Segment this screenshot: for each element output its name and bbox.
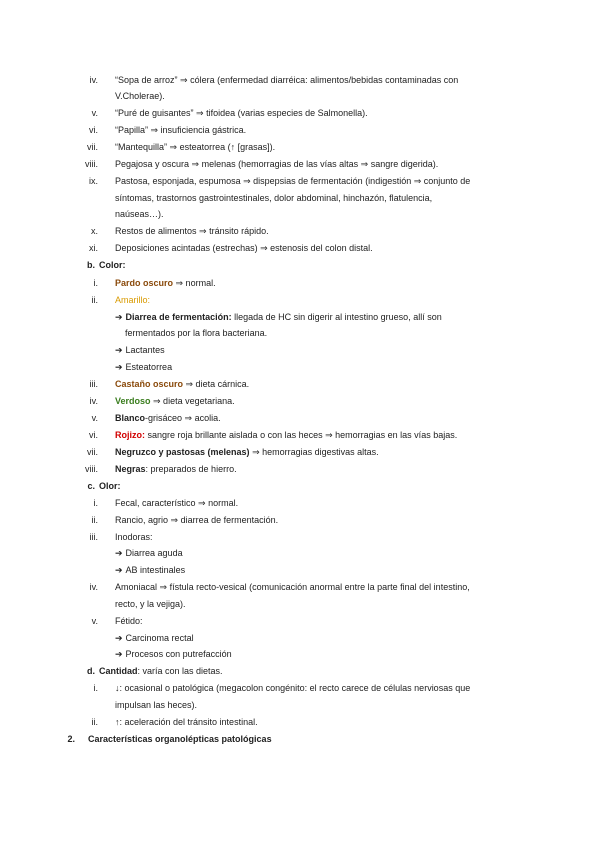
list-item: vii. Negruzco y pastosas (melenas) ⇒ hemorragias digestivas altas. — [87, 447, 379, 457]
list-item: vi. Rojizo: sangre roja brillante aislada o con las heces ⇒ hemorragias en las vías bajas. — [89, 430, 458, 440]
list-item: i. ↓: ocasional o patológica (megacolon congénito: el recto carece de células nerviosas que — [93, 683, 471, 693]
list-item: vi. “Papilla” ⇒ insuficiencia gástrica. — [89, 125, 247, 135]
list-item: ii. ↑: aceleración del tránsito intestinal. — [91, 717, 258, 727]
sub-item: ➔ Procesos con putrefacción — [115, 649, 232, 659]
list-item-continuation: recto, y la vejiga). — [115, 599, 186, 609]
list-item: iv. Verdoso ⇒ dieta vegetariana. — [89, 396, 235, 406]
section-heading-cantidad: d. Cantidad: varía con las dietas. — [87, 666, 223, 676]
list-item-continuation: impulsan las heces). — [115, 700, 198, 710]
list-item: ii. Rancio, agrio ⇒ diarrea de fermentación. — [91, 515, 279, 525]
list-item: iii. Inodoras: — [89, 532, 153, 542]
sub-item: ➔ Diarrea de fermentación: llegada de HC sin digerir al intestino grueso, allí son — [115, 312, 442, 322]
list-item-continuation: naúseas…). — [115, 209, 164, 219]
list-item: iv. Amoniacal ⇒ fístula recto-vesical (comunicación anormal entre la parte final del intestino, — [89, 582, 470, 592]
section-heading-color: b. Color: — [87, 260, 126, 270]
arrow-icon: ➔ — [115, 548, 123, 558]
list-item: viii. Pegajosa y oscura ⇒ melenas (hemorragias de las vías altas ⇒ sangre digerida). — [85, 159, 439, 169]
list-item: ix. Pastosa, esponjada, espumosa ⇒ dispepsias de fermentación (indigestión ⇒ conjunto de — [89, 176, 471, 186]
arrow-icon: ➔ — [115, 312, 123, 322]
sub-item: ➔ AB intestinales — [115, 565, 186, 575]
section-heading-olor: c. Olor: — [87, 481, 121, 491]
list-item: iii. Castaño oscuro ⇒ dieta cárnica. — [89, 379, 250, 389]
arrow-icon: ➔ — [115, 362, 123, 372]
sub-item: ➔ Carcinoma rectal — [115, 633, 194, 643]
list-item: v. Fétido: — [91, 616, 143, 626]
sub-item: ➔ Esteatorrea — [115, 362, 173, 372]
list-item: ii. Amarillo: — [91, 295, 151, 305]
list-item: i. Fecal, característico ⇒ normal. — [93, 498, 239, 508]
arrow-icon: ➔ — [115, 345, 123, 355]
list-item-continuation: V.Cholerae). — [115, 91, 165, 101]
list-item: vii. “Mantequilla” ⇒ esteatorrea (↑ [grasas]). — [87, 142, 276, 152]
arrow-icon: ➔ — [115, 649, 123, 659]
list-item-continuation: síntomas, trastornos gastrointestinales, dolor abdominal, hinchazón, flatulencia, — [115, 193, 433, 203]
section-heading-2: 2. Características organolépticas patológicas — [67, 734, 272, 744]
arrow-icon: ➔ — [115, 565, 123, 575]
arrow-icon: ➔ — [115, 633, 123, 643]
list-item: xi. Deposiciones acintadas (estrechas) ⇒ estenosis del colon distal. — [89, 243, 373, 253]
sub-item: ➔ Lactantes — [115, 345, 165, 355]
list-item: x. Restos de alimentos ⇒ tránsito rápido. — [90, 226, 269, 236]
list-item: i. Pardo oscuro ⇒ normal. — [93, 278, 216, 288]
list-item: viii. Negras: preparados de hierro. — [85, 464, 237, 474]
sub-item: ➔ Diarrea aguda — [115, 548, 183, 558]
list-item: v. “Puré de guisantes” ⇒ tifoidea (varias especies de Salmonella). — [91, 108, 368, 118]
list-item: v. Blanco-grisáceo ⇒ acolia. — [91, 413, 221, 423]
list-item: iv. “Sopa de arroz” ⇒ cólera (enfermedad diarréica: alimentos/bebidas contaminadas con — [89, 75, 459, 85]
list-item-continuation: fermentados por la flora bacteriana. — [125, 328, 268, 338]
